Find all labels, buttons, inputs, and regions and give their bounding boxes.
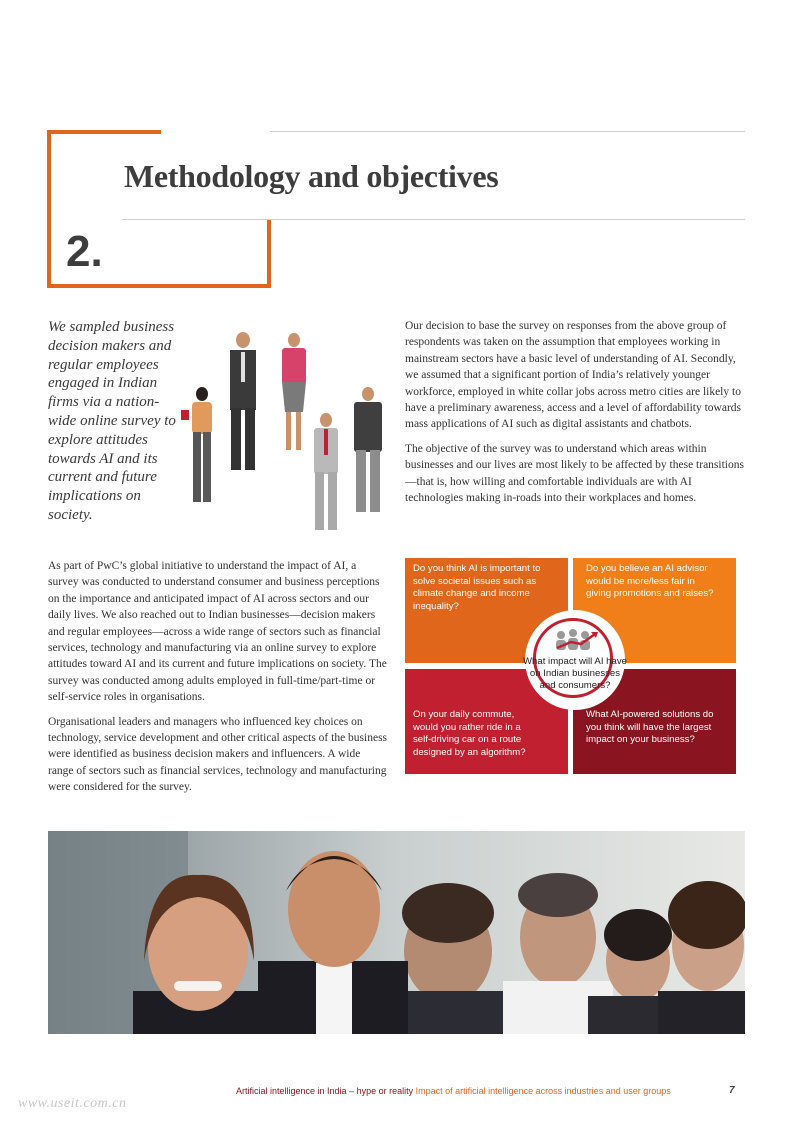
right-column-text — [405, 318, 747, 514]
business-people-illustration — [178, 328, 394, 540]
man-grey-figure-icon — [314, 413, 338, 530]
orange-frame-top — [47, 130, 161, 134]
page-title: Methodology and objectives — [124, 158, 499, 194]
question-ai-solutions: What AI-powered solutions do you think will have the largest impact on your business? — [573, 669, 736, 774]
orange-frame-bottom — [47, 284, 271, 288]
title-rule — [122, 219, 745, 220]
man-figure-icon — [230, 332, 256, 470]
left-paragraph-2: Organisational leaders and managers who influenced key choices on technology, service development and other critical aspects of the business were identified as business decision makers and influencers. A wide range of sectors such as financial services, technology and manufacturing were considered for the survey. — [48, 715, 388, 794]
right-paragraph-2: The objective of the survey was to understand which areas within businesses and our lives are most likely to be affected by these transitions—that is, how willing and comfortable individuals are with AI technologies making in-roads into their workplaces and homes. — [405, 442, 744, 505]
page-footer — [236, 1086, 671, 1096]
page-number: 7 — [729, 1085, 735, 1096]
question-self-driving: On your daily commute, would you rather ride in a self-driving car on a route designed by an algorithm? — [405, 669, 568, 774]
orange-frame-left — [47, 130, 51, 288]
header-top-rule — [270, 131, 745, 132]
left-column-text — [48, 558, 388, 804]
survey-questions-diagram — [405, 558, 745, 776]
orange-frame-right — [267, 219, 271, 288]
right-paragraph-1: Our decision to base the survey on responses from the above group of respondents was taken on the assumption that employees working in mainstream sectors have a basic level of understanding of AI. Secondly, we assumed that a significant portion of India’s relatively younger workforce, employed in white collar jobs across metro cities are likely to have a preliminary awareness, access and a level of affordability towards mass applications of AI such as digital assistants and chatbots. — [405, 320, 742, 431]
footer-report-title: Artificial intelligence in India – hype or reality — [236, 1086, 414, 1096]
woman-pink-figure-icon — [282, 333, 306, 450]
question-climate: Do you think AI is important to solve societal issues such as climate change and income inequality? — [405, 558, 568, 663]
diagram-center-question: What impact will AI have on Indian businesses and consumers? — [523, 656, 627, 691]
question-ai-advisor: Do you believe an AI advisor would be more/less fair in giving promotions and raises? — [573, 558, 736, 663]
intro-quote: We sampled business decision makers and regular employees engaged in Indian firms via a nation-wide online survey to explore attitudes towards AI and its current and future implications on society. — [48, 319, 176, 523]
left-paragraph-1: As part of PwC’s global initiative to understand the impact of AI, a survey was conducted to understand consumer and business perceptions on the importance and anticipated impact of AI across sectors and our daily lives. We also reached out to Indian businesses—decision makers and regular employees—across a wide range of sectors such as financial services, technology and manufacturing via an online survey to explore attitudes toward AI and its current and future implications on society. The survey was conducted among adults employed in full-time/part-time or self-service roles in organisations. — [48, 560, 387, 704]
man-right-figure-icon — [354, 387, 382, 512]
footer-section-title: Impact of artificial intelligence across industries and user groups — [415, 1086, 671, 1096]
business-team-photo — [48, 831, 745, 1034]
woman-figure-icon — [181, 387, 212, 502]
people-growth-icon — [551, 626, 601, 652]
site-watermark: www.useit.com.cn — [18, 1096, 127, 1111]
section-number: 2. — [66, 227, 103, 276]
